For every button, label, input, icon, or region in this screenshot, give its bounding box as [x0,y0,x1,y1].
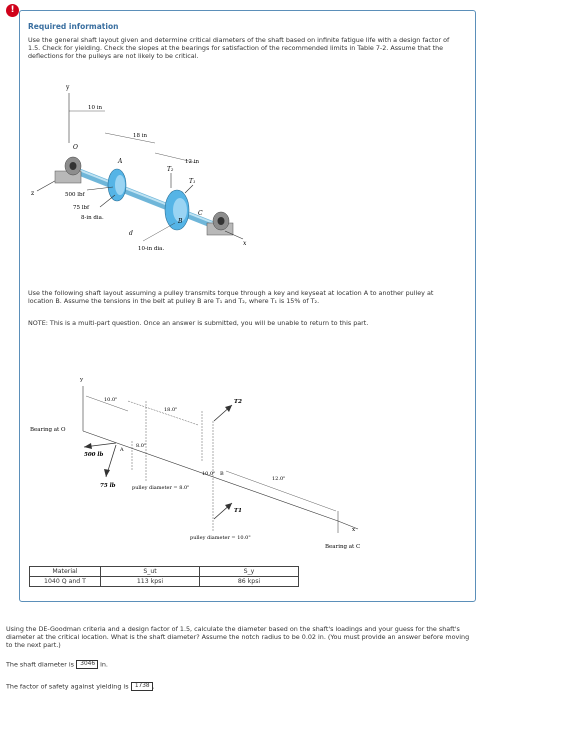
fig1-point-d: d [129,230,133,237]
fig2-pulley-8: pulley diameter = 8.0" [132,485,190,491]
table-row [30,577,299,587]
fig1-point-c: C [198,210,203,217]
fig1-point-b: B [178,218,183,225]
fig1-dia-10: 10-in dia. [138,246,165,252]
fig2-t1-label: T1 [234,508,242,514]
layout-text: Use the following shaft layout assuming a pulley transmits torque through a key and keyseat at location A to another pulley at location B. Assume the tensions in the belt at pulley B are T₁ and T₂, where T₁ is 15% of T₂. [28,289,434,305]
shaft-diameter-input[interactable]: 3046 [76,660,98,669]
shaft-diameter-unit: in. [100,660,108,669]
fig1-y-label: y [66,84,70,91]
fig1-force-75: 75 lbf [73,205,90,211]
fig1-dim-18: 18 in [133,133,148,139]
fig1-force-500: 500 lbf [65,192,85,198]
question-text: Using the DE-Goodman criteria and a design factor of 1.5, calculate the diameter based on the shaft's loadings and your guess for the shaft's diameter at the critical location. What is the shaft diameter? Assume the notch radius to be 0.02 in. (You must provide an answer before moving to the next part.) [6,625,470,649]
fig1-point-a: A [118,158,123,165]
alert-icon: ! [6,4,19,17]
intro-text: Use the general shaft layout given and determine critical diameters of the shaft based on infinite fatigue life with a design factor of 1.5. Check for yielding. Check the slopes at the bearings for satisfaction of the recommended limits in Table 7-2. Assume that the deflections for the pulleys are not likely to be critical. [28,36,450,60]
fig2-force-75: 75 lb [100,483,116,489]
fig2-dim-18: 18.0" [164,407,178,413]
fig2-dim-8: 8.0" [136,443,147,449]
fig1-point-o: O [73,144,78,151]
fig2-bearing-c: Bearing at C [325,544,361,550]
fig1-dia-8: 8-in dia. [81,215,104,221]
fig1-dim-12: 12 in [185,159,200,165]
shaft-isometric-figure [25,73,255,278]
factor-of-safety-input[interactable]: 1738 [131,682,153,691]
fig2-force-500: 500 lb [84,452,104,458]
table-header-row [30,567,299,577]
table-cell-sut: 113 kpsi [101,577,200,587]
note-text: NOTE: This is a multi-part question. Once an answer is submitted, you will be unable to return to this part. [28,319,369,327]
table-cell-sy: 86 kpsi [200,577,299,587]
fig2-y-label: y [80,377,84,383]
fig2-dim-12: 12.0" [272,476,286,482]
factor-of-safety-suffix: . [152,682,155,691]
fig2-pulley-10: pulley diameter = 10.0" [190,535,251,541]
table-header-sut: S_ut [101,567,200,577]
fig2-dim-10: 10.0" [104,397,118,403]
fig1-x-label: x [243,240,247,247]
fig2-dim-10b: 10.0" [202,471,216,477]
factor-of-safety-label: The factor of safety against yielding is [6,682,129,691]
answer-factor-of-safety [6,682,155,691]
table-header-sy: S_y [200,567,299,577]
shaft-diameter-label: The shaft diameter is [6,660,74,669]
fig1-z-label: z [31,190,35,197]
table-cell-material: 1040 Q and T [30,577,101,587]
fig1-t2-label: T₂ [167,166,174,173]
fig2-t2-label: T2 [234,399,242,405]
shaft-schematic-figure [28,361,368,556]
material-table [29,566,299,587]
panel-heading: Required information [28,22,119,31]
required-information-panel [19,10,476,602]
answer-shaft-diameter [6,660,108,669]
table-header-material: Material [30,567,101,577]
fig2-point-b: B [220,471,224,477]
fig2-bearing-o: Bearing at O [30,427,66,433]
fig2-x-label: x [352,527,356,533]
fig1-dim-10: 10 in [88,105,103,111]
fig2-point-a: A [120,447,124,453]
fig1-t1-label: T₁ [189,178,196,185]
